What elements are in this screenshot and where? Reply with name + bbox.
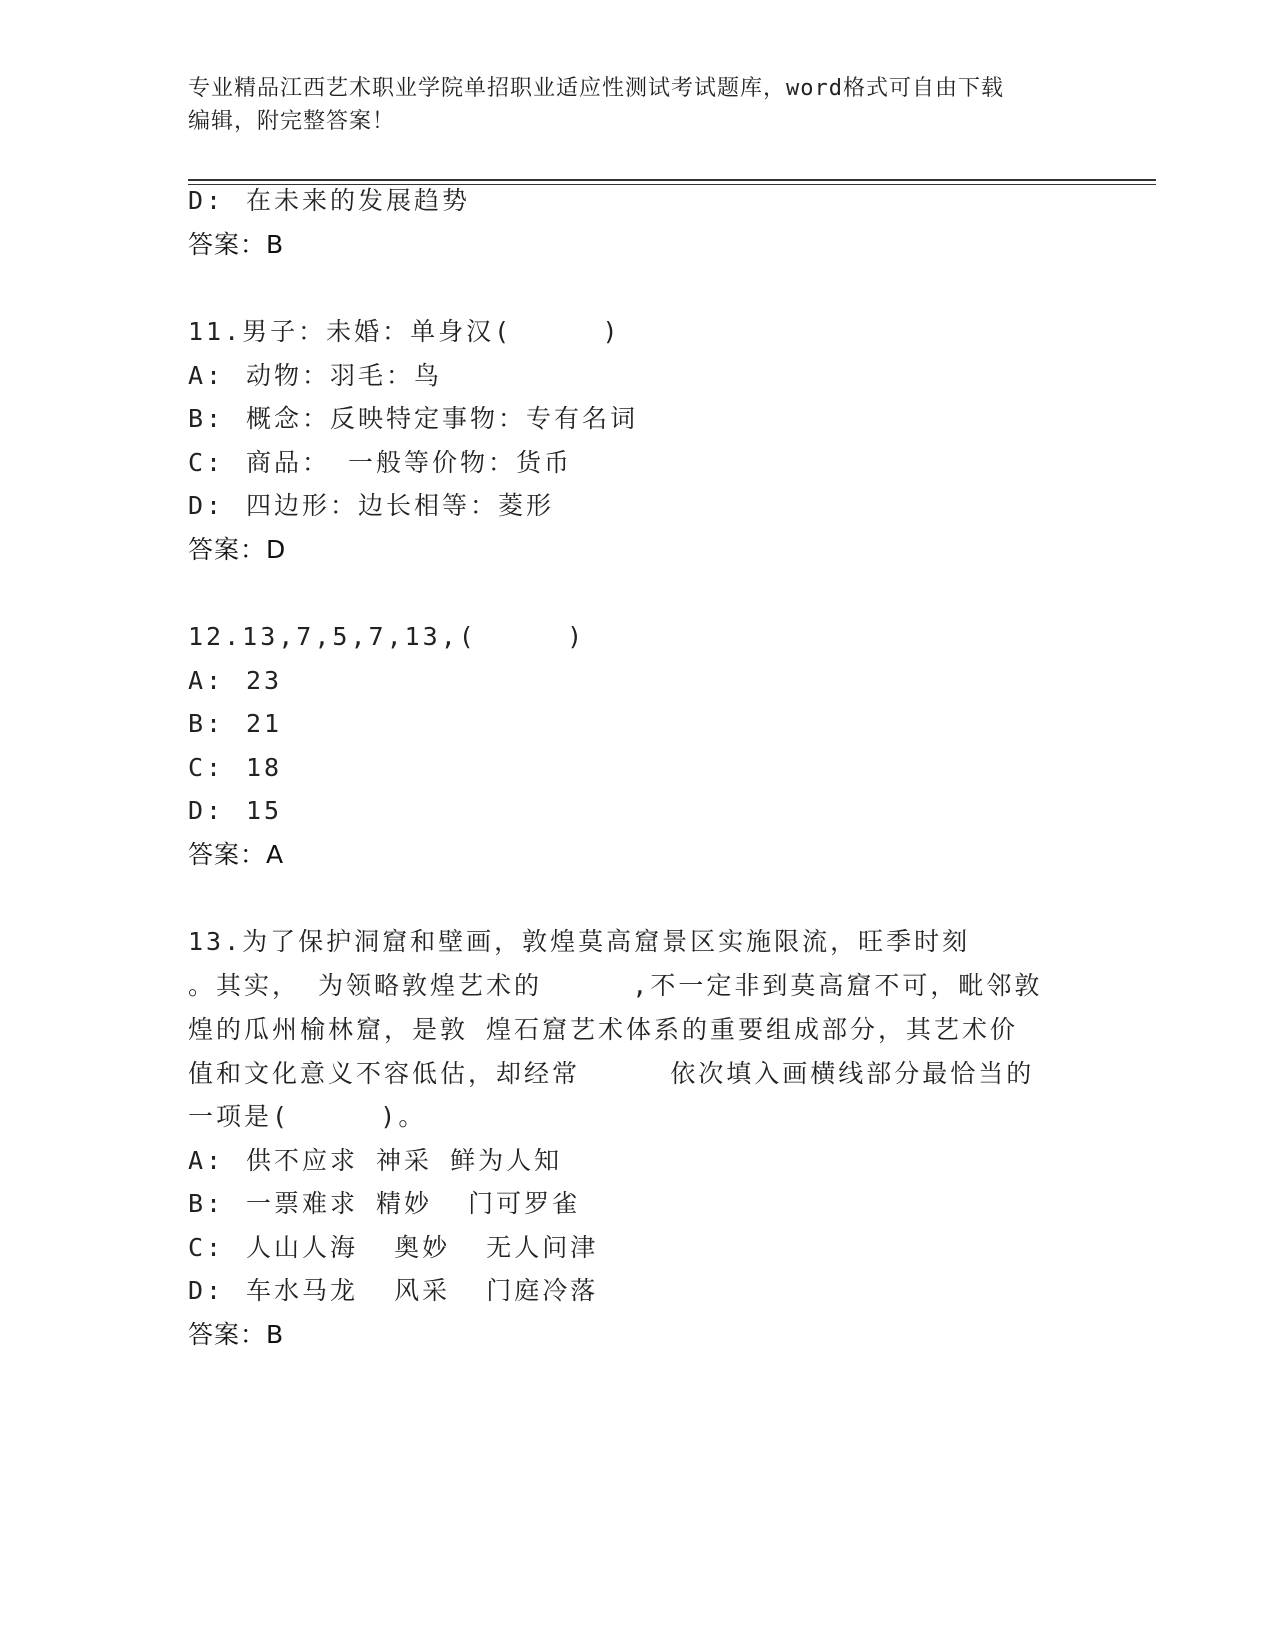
q11-option-c (188, 448, 572, 478)
option-label: D: (188, 186, 225, 215)
option-label: B: (188, 709, 225, 738)
q10-option-d (188, 186, 470, 216)
option-label: A: (188, 666, 225, 695)
q12-option-b (188, 709, 282, 739)
option-text: 供不应求 神采 鲜为人知 (246, 1146, 563, 1175)
q13-stem-line-1: 13.为了保护洞窟和壁画，敦煌莫高窟景区实施限流，旺季时刻 (188, 927, 971, 956)
q13-option-a (188, 1146, 562, 1176)
q13-stem-line-4: 值和文化意义不容低估，却经常 依次填入画横线部分最恰当的 (188, 1059, 1035, 1088)
option-label: D: (188, 1276, 225, 1305)
option-text: 18 (246, 753, 283, 782)
q13-option-c (188, 1233, 598, 1263)
option-label: C: (188, 1233, 225, 1262)
q13-option-d (188, 1276, 598, 1306)
q12-stem: 12.13,7,5,7,13,( ) (188, 622, 586, 651)
header-divider-thick (188, 179, 1156, 181)
q10-answer: 答案：B (188, 230, 285, 259)
q11-option-a (188, 361, 442, 391)
q12-answer: 答案：A (188, 840, 285, 869)
q12-option-c (188, 753, 282, 783)
option-label: B: (188, 1189, 225, 1218)
option-text: 人山人海 奥妙 无人问津 (246, 1233, 599, 1262)
option-label: D: (188, 796, 225, 825)
option-text: 四边形：边长相等：菱形 (246, 491, 555, 520)
option-text: 概念：反映特定事物：专有名词 (246, 404, 639, 433)
option-text: 15 (246, 796, 283, 825)
option-text: 商品： 一般等价物：货币 (246, 448, 573, 477)
header-line-2: 编辑，附完整答案！ (188, 109, 396, 134)
option-text: 车水马龙 风采 门庭冷落 (246, 1276, 599, 1305)
option-label: A: (188, 361, 225, 390)
option-text: 21 (246, 709, 283, 738)
option-label: B: (188, 404, 225, 433)
option-label: D: (188, 491, 225, 520)
q13-stem-line-2: 。其实， 为领略敦煌艺术的 ,不一定非到莫高窟不可，毗邻敦 (188, 971, 1043, 1000)
q11-stem: 11.男子：未婚：单身汉( ) (188, 317, 621, 346)
q13-stem-line-5: 一项是( )。 (188, 1102, 427, 1131)
q13-answer: 答案：B (188, 1320, 285, 1349)
q11-option-b (188, 404, 638, 434)
q13-option-b (188, 1189, 580, 1219)
q12-option-d (188, 796, 282, 826)
option-label: C: (188, 753, 225, 782)
header-line-1: 专业精品江西艺术职业学院单招职业适应性测试考试题库，word格式可自由下载 (188, 76, 1004, 101)
option-label: C: (188, 448, 225, 477)
option-text: 动物：羽毛：鸟 (246, 361, 443, 390)
option-text: 在未来的发展趋势 (246, 186, 471, 215)
q11-option-d (188, 491, 554, 521)
q13-stem-line-3: 煌的瓜州榆林窟，是敦 煌石窟艺术体系的重要组成部分，其艺术价 (188, 1015, 1019, 1044)
option-label: A: (188, 1146, 225, 1175)
document-header (188, 72, 1088, 138)
q11-answer: 答案：D (188, 535, 287, 564)
q12-option-a (188, 666, 282, 696)
option-text: 一票难求 精妙 门可罗雀 (246, 1189, 581, 1218)
header-divider-thin (188, 184, 1156, 185)
option-text: 23 (246, 666, 283, 695)
